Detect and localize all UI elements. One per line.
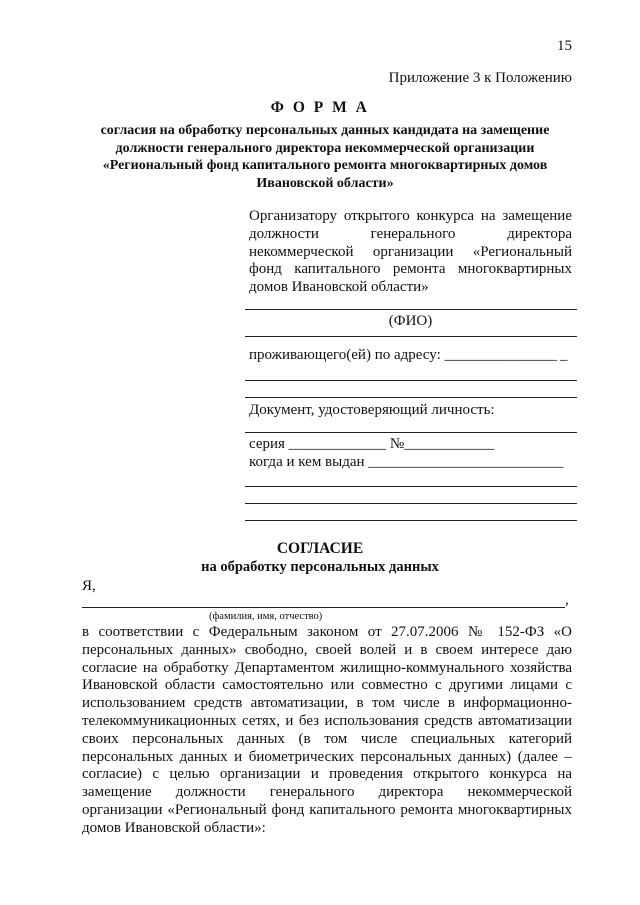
issued-line xyxy=(245,520,577,521)
form-title: Ф О Р М А xyxy=(270,99,370,116)
consent-body xyxy=(82,624,572,838)
body-line: персональных данных и биометрических персональных данных) (далее – xyxy=(82,748,572,765)
issued-label: когда и кем выдан __________________________ xyxy=(249,454,564,470)
body-line: персональных данных» свободно, своей волей и в своем интересе даю xyxy=(82,641,572,658)
recipient-line: Организатору открытого конкурса на замещение xyxy=(249,208,572,224)
body-line: согласие) с целью организации и проведения открытого конкурса на xyxy=(82,766,572,783)
subtitle-line: Ивановской области» xyxy=(256,175,394,191)
address-label: проживающего(ей) по адресу: _______________ xyxy=(249,347,557,363)
address-tail: _ xyxy=(560,347,568,363)
document-label: Документ, удостоверяющий личность: xyxy=(249,402,495,418)
subtitle-line: должности генерального директора некоммерческой организации xyxy=(115,140,535,156)
subtitle-line: согласия на обработку персональных данных кандидата на замещение xyxy=(100,123,550,138)
body-line: согласие на обработку Департаментом жилищно-коммунального хозяйства xyxy=(82,659,572,676)
fio-label: (ФИО) xyxy=(388,313,433,329)
divider-line xyxy=(245,336,577,337)
divider-line xyxy=(245,432,577,433)
recipient-line: фонд капитального ремонта многоквартирных xyxy=(249,261,572,278)
body-line: Ивановской области самостоятельно или совместно с другими лицами с xyxy=(82,677,572,694)
address-line xyxy=(245,397,577,398)
issued-line xyxy=(245,503,577,504)
body-line: организации «Региональный фонд капитального ремонта многоквартирных xyxy=(82,801,572,818)
address-line xyxy=(245,380,577,381)
page-number: 15 xyxy=(557,38,572,54)
recipient-line: некоммерческой организации «Региональный xyxy=(249,243,572,260)
body-line: в соответствии с Федеральным законом от 27.07.2006 № 152-ФЗ «О xyxy=(82,624,572,640)
body-line: телекоммуникационных сетях, и без использования средств автоматизации xyxy=(82,712,572,729)
series-label: серия _____________ №____________ xyxy=(249,436,495,452)
body-line: использованием средств автоматизации, в том числе в информационно- xyxy=(82,695,572,712)
name-line xyxy=(82,607,565,608)
subtitle-line: «Региональный фонд капитального ремонта многоквартирных домов xyxy=(102,158,548,174)
appendix-label: Приложение 3 к Положению xyxy=(388,70,572,86)
recipient-block xyxy=(249,208,572,297)
form-subtitle xyxy=(80,122,570,192)
body-line: домов Ивановской области»: xyxy=(82,819,266,836)
ya-label: Я, xyxy=(82,578,96,594)
name-caption: (фамилия, имя, отчество) xyxy=(209,611,323,622)
fio-line xyxy=(245,309,577,310)
recipient-line: домов Ивановской области» xyxy=(249,279,429,296)
body-line: замещение должности генерального директора некоммерческой xyxy=(82,784,572,801)
body-line: своих персональных данных (в том числе специальных категорий xyxy=(82,730,572,747)
name-comma: , xyxy=(565,592,569,608)
consent-subtitle: на обработку персональных данных xyxy=(201,559,439,575)
consent-title: СОГЛАСИЕ xyxy=(276,540,364,557)
recipient-line: должности генерального директора xyxy=(249,225,572,242)
issued-line xyxy=(245,486,577,487)
